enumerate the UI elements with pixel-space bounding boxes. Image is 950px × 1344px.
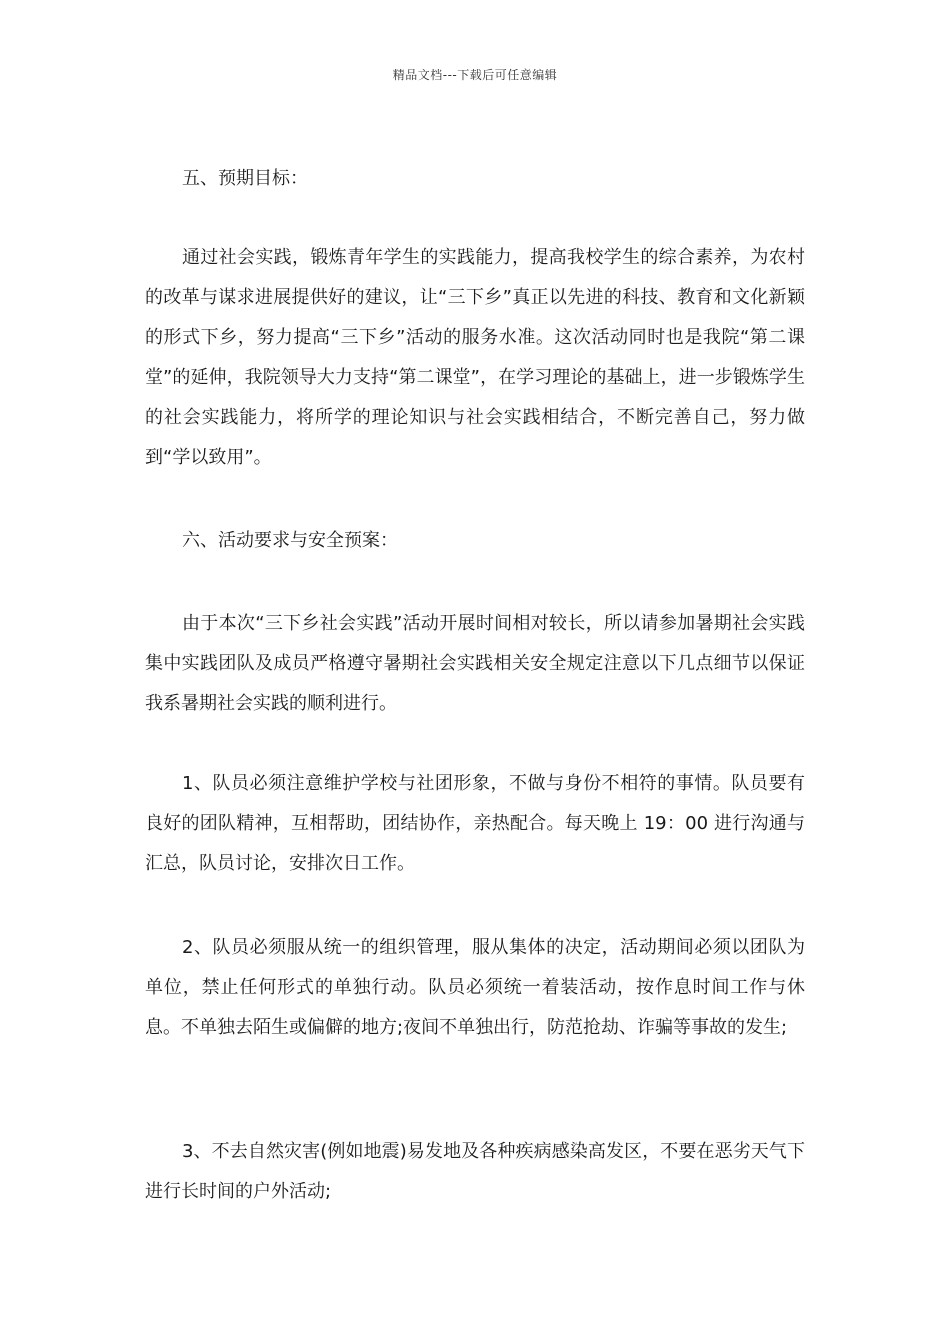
requirement-item-2: 2、队员必须服从统一的组织管理，服从集体的决定，活动期间必须以团队为单位，禁止任何形式的单独行动。队员必须统一着装活动，按作息时间工作与休息。不单独去陌生或偏僻的地方;夜间不单独出行，防范抢劫、诈骗等事故的发生;: [145, 937, 805, 1038]
section-6-intro-paragraph: 由于本次“三下乡社会实践”活动开展时间相对较长，所以请参加暑期社会实践集中实践团队及成员严格遵守暑期社会实践相关安全规定注意以下几点细节以保证我系暑期社会实践的顺利进行。: [145, 613, 805, 714]
section-6-heading: 六、活动要求与安全预案：: [182, 530, 398, 551]
page-header: 精品文档---下载后可任意编辑: [392, 68, 558, 82]
requirement-item-1: 1、队员必须注意维护学校与社团形象，不做与身份不相符的事情。队员要有良好的团队精神，互相帮助，团结协作，亲热配合。每天晚上 19：00 进行沟通与汇总，队员讨论，安排次日工作。: [145, 773, 805, 874]
section-5-paragraph: 通过社会实践，锻炼青年学生的实践能力，提高我校学生的综合素养，为农村的改革与谋求进展提供好的建议，让“三下乡”真正以先进的科技、教育和文化新颖的形式下乡，努力提高“三下乡”活动的服务水准。这次活动同时也是我院“第二课堂”的延伸，我院领导大力支持“第二课堂”，在学习理论的基础上，进一步锻炼学生的社会实践能力，将所学的理论知识与社会实践相结合，不断完善自己，努力做到“学以致用”。: [145, 247, 805, 468]
section-5-heading: 五、预期目标：: [182, 168, 308, 189]
requirement-item-3: 3、不去自然灾害(例如地震)易发地及各种疾病感染高发区，不要在恶劣天气下进行长时间的户外活动;: [145, 1141, 805, 1202]
